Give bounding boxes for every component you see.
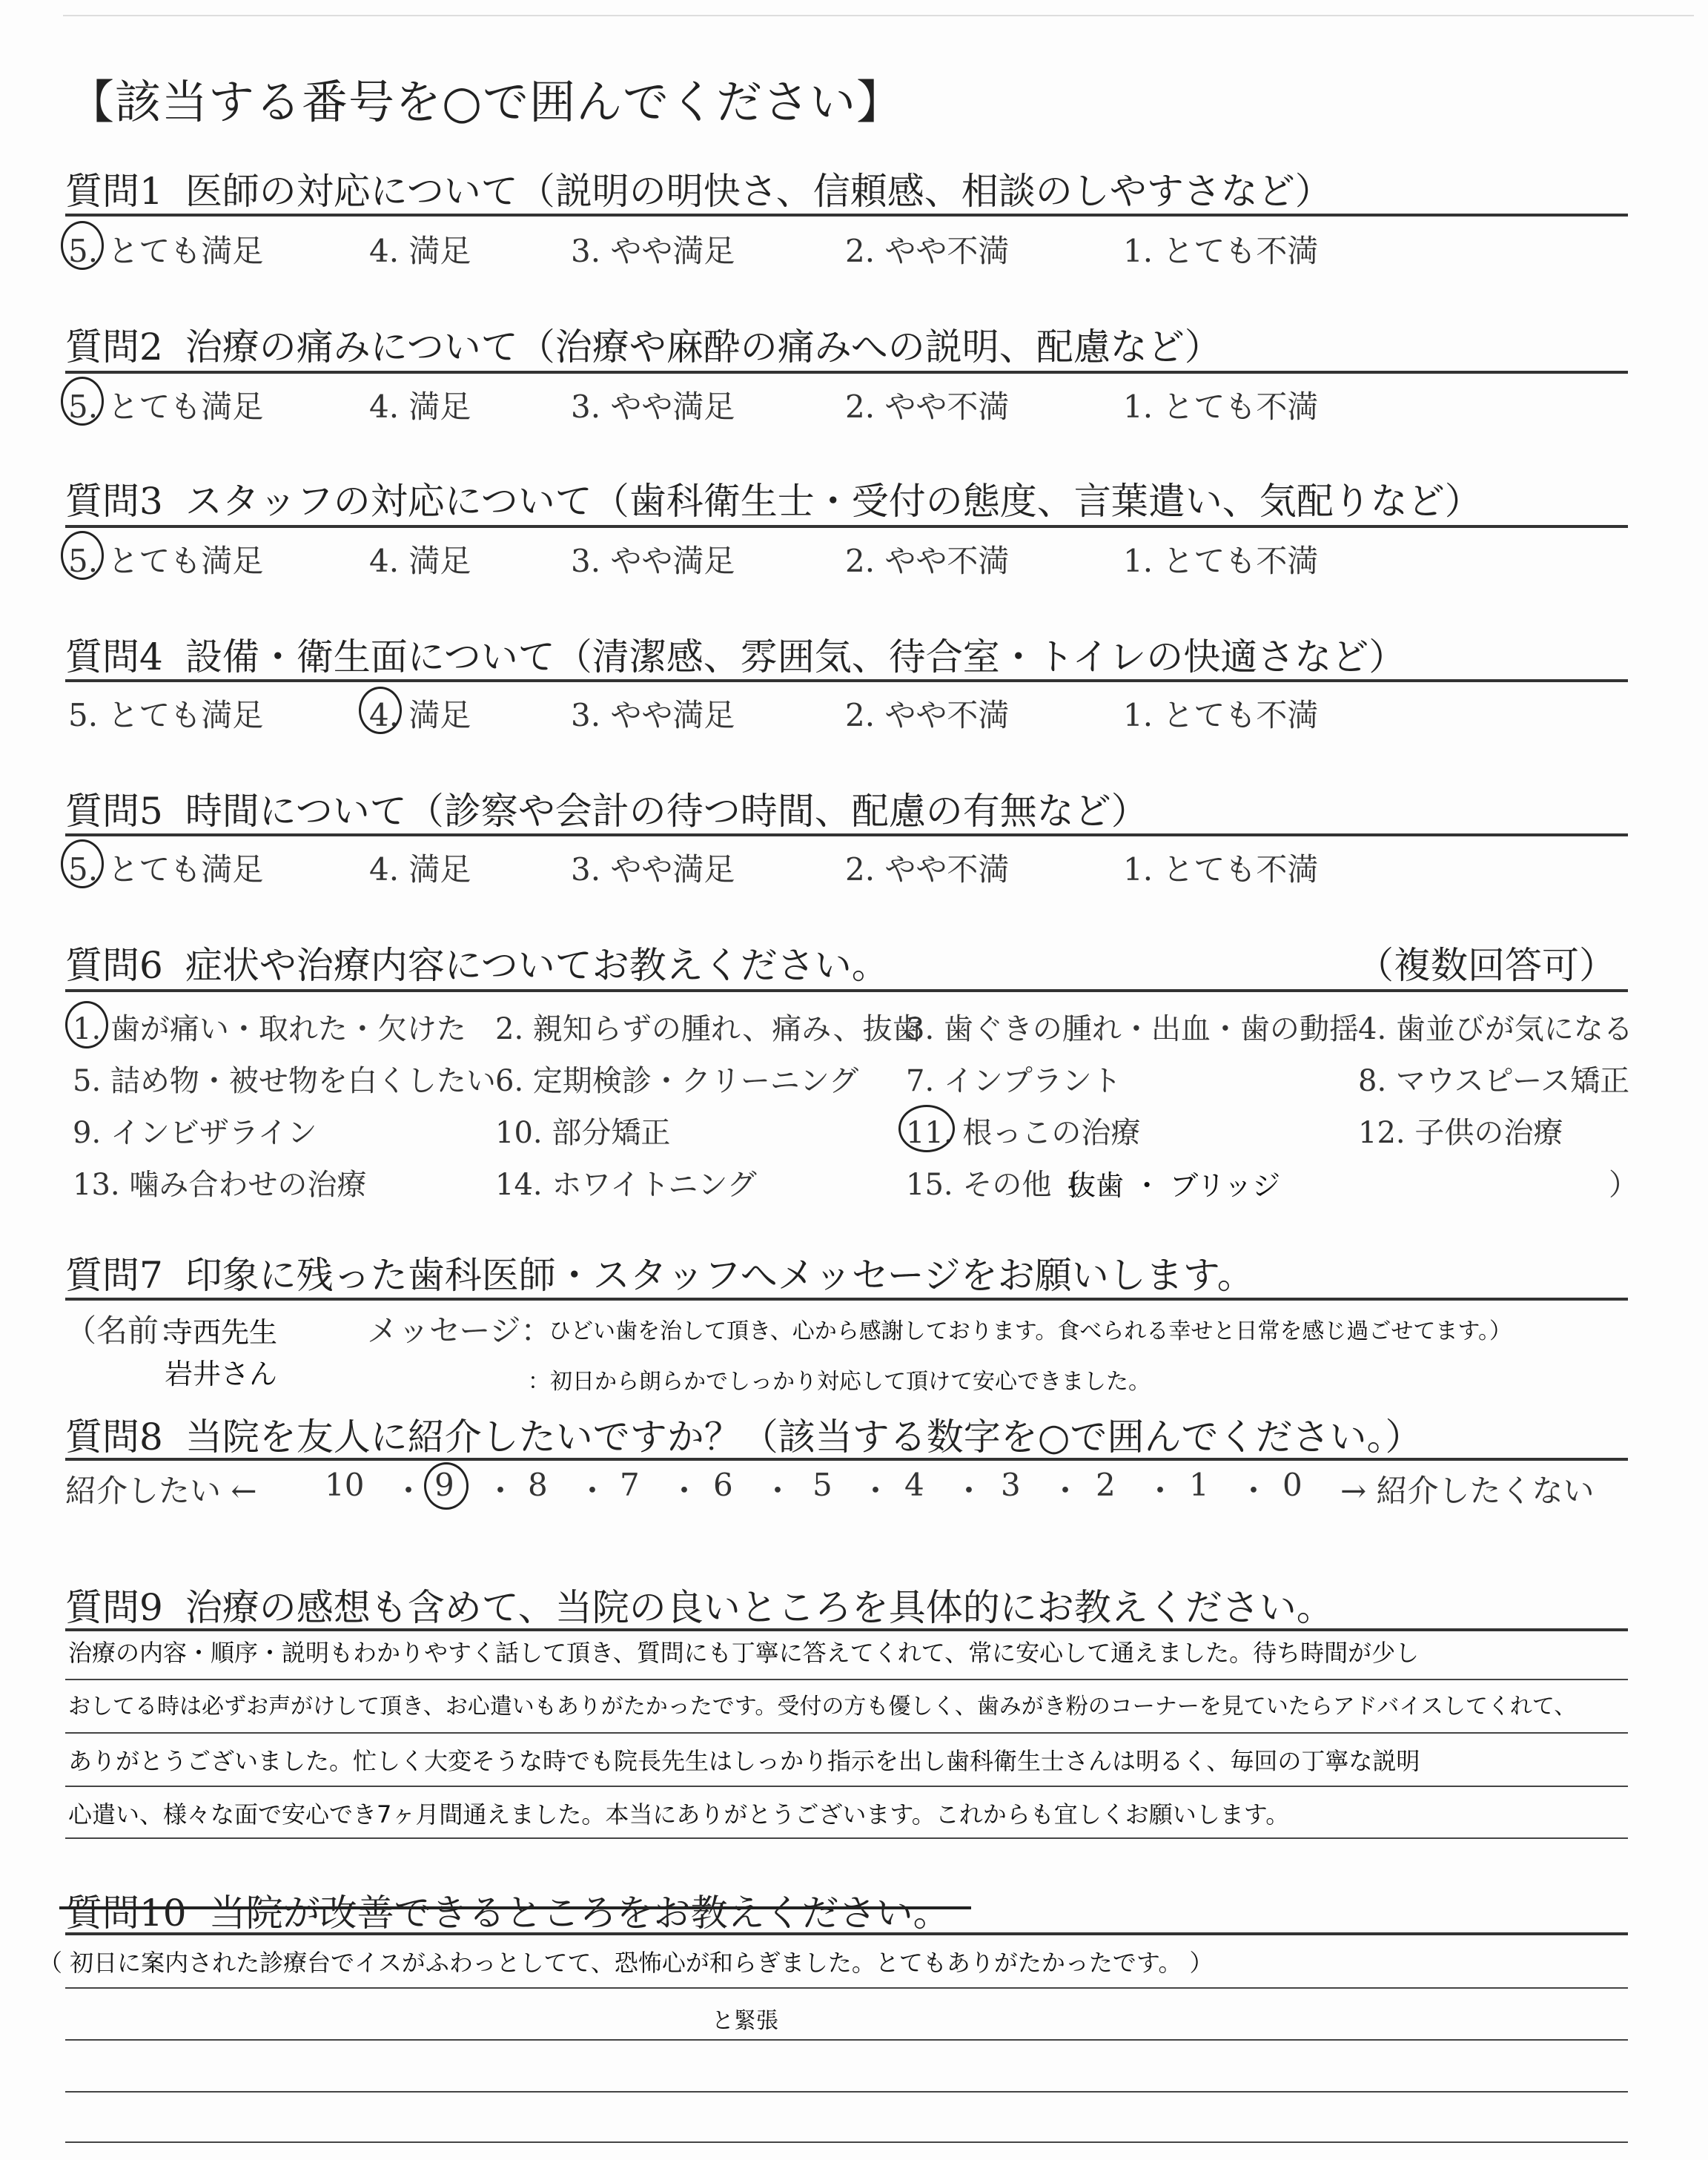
q8-left-label: 紹介したい ← — [65, 1473, 257, 1509]
q8-rule — [65, 1458, 1628, 1461]
q4-title — [65, 627, 1406, 681]
q8-scale-2[interactable]: 2 — [1096, 1467, 1116, 1503]
q9-answer-line-4: 心遣い、様々な面で安心でき7ヶ月間通えました。本当にありがとうございます。これからも宜しくお願いします。 — [68, 1800, 1290, 1829]
top-edge-line — [63, 15, 1694, 16]
q8-scale-5[interactable]: 5 — [812, 1467, 833, 1503]
q8-right-label: → 紹介したくない — [1340, 1473, 1595, 1509]
q3-title — [65, 472, 1482, 525]
q6-multiple-note: （複数回答可） — [1357, 944, 1616, 987]
q4-option-1[interactable]: 1. とても不満 — [1123, 697, 1319, 733]
q8-dot: ・ — [953, 1473, 985, 1509]
q3-selection-circle — [61, 531, 104, 580]
q3-text: スタッフの対応について（歯科衛生士・受付の態度、言葉遣い、気配りなど） — [185, 480, 1482, 523]
q8-dot: ・ — [669, 1473, 701, 1509]
q5-text: 時間について（診察や会計の待つ時間、配慮の有無など） — [185, 790, 1148, 833]
q6-item-1[interactable]: 1. 歯が痛い・取れた・欠けた — [73, 1012, 466, 1046]
q5-option-2[interactable]: 2. やや不満 — [845, 851, 1010, 888]
q2-title — [65, 317, 1222, 371]
q6-other-close: ） — [1609, 1168, 1638, 1202]
q3-label: 質問3 — [65, 480, 163, 523]
q6-item-5[interactable]: 5. 詰め物・被せ物を白くしたい — [73, 1064, 496, 1098]
q10-insert-note: と緊張 — [712, 2008, 778, 2034]
q8-dot: ・ — [1050, 1473, 1082, 1509]
q1-option-5[interactable]: 5. とても満足 — [68, 233, 264, 269]
q4-selection-circle — [359, 687, 402, 734]
q2-label: 質問2 — [65, 326, 163, 369]
q10-line-rule-1 — [65, 1987, 1628, 1989]
q5-option-5[interactable]: 5. とても満足 — [68, 851, 264, 888]
q7-title — [65, 1246, 1254, 1299]
q6-label: 質問6 — [65, 944, 163, 987]
q3-option-5[interactable]: 5. とても満足 — [68, 543, 264, 579]
q10-label: 質問10 — [65, 1892, 187, 1935]
q6-item-10[interactable]: 10. 部分矯正 — [495, 1116, 671, 1150]
q4-option-3[interactable]: 3. やや満足 — [571, 697, 735, 733]
q10-line-rule-3 — [65, 2091, 1628, 2093]
q6-selection-circle-1 — [65, 1001, 108, 1048]
q6-item-11[interactable]: 11. 根っこの治療 — [906, 1116, 1141, 1150]
q9-answer-line-2: おしてる時は必ずお声がけして頂き、お心遣いもありがたかったです。受付の方も優しく、歯みがき粉のコーナーを見ていたらアドバイスしてくれて、 — [68, 1694, 1577, 1720]
q8-dot: ・ — [762, 1473, 794, 1509]
q6-item-3[interactable]: 3. 歯ぐきの腫れ・出血・歯の動揺 — [906, 1012, 1359, 1046]
instruction-header: 【該当する番号を○で囲んでください】 — [68, 75, 904, 129]
q1-option-1[interactable]: 1. とても不満 — [1123, 233, 1319, 269]
q2-text: 治療の痛みについて（治療や麻酔の痛みへの説明、配慮など） — [185, 326, 1222, 369]
q8-scale-8[interactable]: 8 — [528, 1467, 548, 1503]
q8-dot: ・ — [577, 1473, 609, 1509]
q4-label: 質問4 — [65, 635, 163, 678]
q2-option-2[interactable]: 2. やや不満 — [845, 389, 1010, 425]
q7-message-label: メッセージ： — [367, 1312, 552, 1349]
q3-option-1[interactable]: 1. とても不満 — [1123, 543, 1319, 579]
q6-text: 症状や治療内容についてお教えください。 — [185, 944, 889, 987]
q10-rule — [65, 1932, 1628, 1935]
q6-item-12[interactable]: 12. 子供の治療 — [1358, 1116, 1563, 1150]
q1-option-4[interactable]: 4. 満足 — [369, 233, 471, 269]
q8-scale-6[interactable]: 6 — [713, 1467, 733, 1503]
q5-option-3[interactable]: 3. やや満足 — [571, 851, 735, 888]
q5-option-1[interactable]: 1. とても不満 — [1123, 851, 1319, 888]
q9-answer-line-3: ありがとうございました。忙しく大変そうな時でも院長先生はしっかり指示を出し歯科衛生士さんは明るく、毎回の丁寧な説明 — [68, 1747, 1420, 1775]
q6-selection-circle-11 — [898, 1105, 955, 1152]
q6-item-2[interactable]: 2. 親知らずの腫れ、痛み、抜歯 — [495, 1012, 922, 1046]
q7-label: 質問7 — [65, 1254, 163, 1297]
q6-item-13[interactable]: 13. 噛み合わせの治療 — [73, 1168, 367, 1202]
q8-scale-4[interactable]: 4 — [904, 1467, 924, 1503]
q5-rule — [65, 833, 1628, 836]
q1-option-3[interactable]: 3. やや満足 — [571, 233, 735, 269]
q4-option-5[interactable]: 5. とても満足 — [68, 697, 264, 733]
q10-strike-line — [59, 1906, 971, 1909]
q2-option-5[interactable]: 5. とても満足 — [68, 389, 264, 425]
q6-item-8[interactable]: 8. マウスピース矯正 — [1358, 1064, 1630, 1098]
q6-item-6[interactable]: 6. 定期検診・クリーニング — [495, 1064, 859, 1098]
q9-line-rule-4 — [65, 1837, 1628, 1839]
q7-message-2: ：初日から朗らかでしっかり対応して頂けて安心できました。 — [528, 1369, 1151, 1395]
q7-name-label: （名前： — [65, 1312, 191, 1349]
q6-item-4[interactable]: 4. 歯並びが気になる — [1358, 1012, 1633, 1046]
q2-rule — [65, 371, 1628, 374]
q6-rule — [65, 989, 1628, 992]
q10-text: 当院が改善できるところをお教えください。 — [208, 1892, 950, 1935]
q8-dot: ・ — [1238, 1473, 1270, 1509]
q1-title — [65, 162, 1332, 215]
q10-answer: （ 初日に案内された診療台でイスがふわっとしてて、恐怖心が和らぎました。とてもありがたかったです。 ） — [39, 1949, 1214, 1977]
q10-line-rule-4 — [65, 2141, 1628, 2143]
q9-text: 治療の感想も含めて、当院の良いところを具体的にお教えください。 — [185, 1586, 1334, 1629]
q1-rule — [65, 214, 1628, 217]
q1-selection-circle — [61, 221, 104, 270]
q9-answer-line-1: 治療の内容・順序・説明もわかりやすく話して頂き、質問にも丁寧に答えてくれて、常に安心して通えました。待ち時間が少し — [68, 1639, 1420, 1667]
q3-option-4[interactable]: 4. 満足 — [369, 543, 471, 579]
q4-text: 設備・衛生面について（清潔感、雰囲気、待合室・トイレの快適さなど） — [185, 635, 1406, 678]
q4-option-2[interactable]: 2. やや不満 — [845, 697, 1010, 733]
q6-title — [65, 936, 889, 989]
q2-option-1[interactable]: 1. とても不満 — [1123, 389, 1319, 425]
q9-line-rule-1 — [65, 1679, 1628, 1680]
q3-rule — [65, 525, 1628, 528]
q5-selection-circle — [61, 839, 104, 888]
q8-label: 質問8 — [65, 1416, 163, 1459]
q7-name-1: 寺西先生 — [165, 1316, 278, 1349]
q8-scale-7[interactable]: 7 — [620, 1467, 640, 1503]
q8-scale-0[interactable]: 0 — [1282, 1467, 1302, 1503]
q2-selection-circle — [61, 377, 104, 426]
q7-message-1: ひどい歯を治して頂き、心から感謝しております。食べられる幸せと日常を感じ過ごせてます。） — [549, 1318, 1512, 1344]
q1-label: 質問1 — [65, 170, 163, 213]
q5-option-4[interactable]: 4. 満足 — [369, 851, 471, 888]
q8-scale-10[interactable]: 10 — [325, 1467, 365, 1503]
q4-option-4[interactable]: 4. 満足 — [369, 697, 471, 733]
q8-dot: ・ — [393, 1473, 425, 1509]
q8-dot: ・ — [1145, 1473, 1176, 1509]
q2-option-3[interactable]: 3. やや満足 — [571, 389, 735, 425]
q9-label: 質問9 — [65, 1586, 163, 1629]
q3-option-2[interactable]: 2. やや不満 — [845, 543, 1010, 579]
q5-label: 質問5 — [65, 790, 163, 833]
q1-option-2[interactable]: 2. やや不満 — [845, 233, 1010, 269]
q9-line-rule-3 — [65, 1786, 1628, 1787]
q2-option-4[interactable]: 4. 満足 — [369, 389, 471, 425]
q5-title — [65, 782, 1148, 835]
q7-rule — [65, 1298, 1628, 1301]
q8-scale-3[interactable]: 3 — [1001, 1467, 1021, 1503]
q9-title — [65, 1578, 1334, 1631]
q8-dot: ・ — [860, 1473, 892, 1509]
q9-rule — [65, 1628, 1628, 1631]
q8-text: 当院を友人に紹介したいですか？（該当する数字を○で囲んでください。） — [185, 1416, 1423, 1459]
q10-line-rule-2 — [65, 2039, 1628, 2041]
q6-item-14[interactable]: 14. ホワイトニング — [495, 1168, 757, 1202]
q4-rule — [65, 679, 1628, 682]
q6-item-9[interactable]: 9. インビザライン — [73, 1116, 317, 1150]
q8-dot: ・ — [485, 1473, 517, 1509]
q9-line-rule-2 — [65, 1732, 1628, 1734]
q8-selection-circle — [424, 1462, 469, 1510]
q7-name-2: 岩井さん — [165, 1358, 278, 1390]
q3-option-3[interactable]: 3. やや満足 — [571, 543, 735, 579]
q6-item-7[interactable]: 7. インプラント — [906, 1064, 1122, 1098]
q8-title — [65, 1407, 1422, 1461]
q6-item-15[interactable]: 15. その他（ — [906, 1168, 1082, 1202]
q10-title — [65, 1883, 950, 1937]
q8-scale-9[interactable]: 9 — [434, 1467, 454, 1503]
q8-scale-1[interactable]: 1 — [1189, 1467, 1209, 1503]
q1-text: 医師の対応について（説明の明快さ、信頼感、相談のしやすさなど） — [185, 170, 1332, 213]
q6-other-answer: 抜歯 ・ ブリッジ — [1068, 1169, 1281, 1202]
q7-text: 印象に残った歯科医師・スタッフへメッセージをお願いします。 — [185, 1254, 1254, 1297]
